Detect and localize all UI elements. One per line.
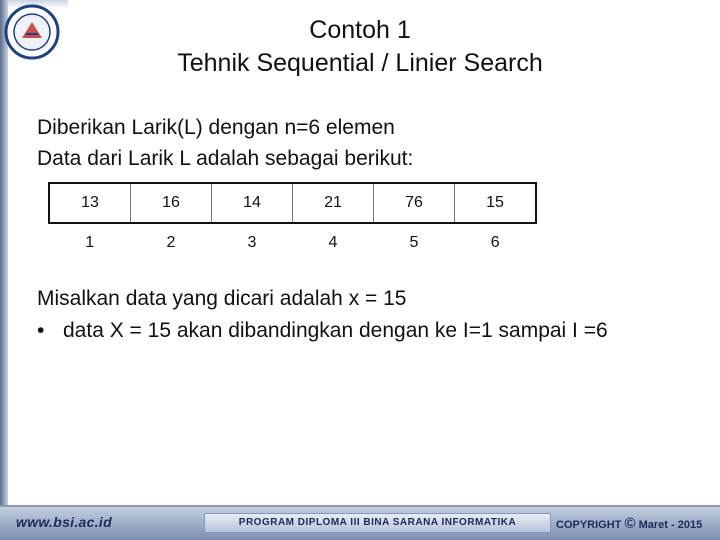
larik-value-cell: 13 (49, 183, 131, 223)
larik-value-cell: 76 (374, 183, 455, 223)
larik-value-cell: 21 (293, 183, 374, 223)
larik-index-cell: 5 (409, 234, 419, 251)
bullet-glyph: • (37, 319, 45, 342)
footer-divider (0, 505, 720, 507)
footer-copyright (556, 515, 702, 532)
search-line-2: data X = 15 akan dibandingkan dengan ke I=1 sampai I =6 (63, 319, 608, 342)
intro-text (37, 112, 413, 174)
title-line-1: Contoh 1 (309, 16, 411, 44)
footer-url: www.bsi.ac.id (16, 514, 112, 530)
copyright-prefix: COPYRIGHT (556, 519, 622, 531)
larik-value-cell: 15 (455, 183, 537, 223)
intro-line-2: Data dari Larik L adalah sebagai berikut: (37, 147, 414, 170)
intro-line-1: Diberikan Larik(L) dengan n=6 elemen (37, 116, 395, 139)
search-line-1: Misalkan data yang dicari adalah x = 15 (37, 287, 407, 310)
search-text (37, 283, 608, 347)
larik-index-cell: 6 (490, 234, 500, 251)
larik-values-row (49, 183, 536, 223)
larik-index-row (49, 223, 536, 262)
larik-index-cell: 2 (166, 234, 176, 251)
copyright-icon: © (624, 515, 636, 532)
larik-table (48, 182, 537, 262)
larik-value-cell: 16 (131, 183, 212, 223)
slide-title (0, 14, 720, 80)
copyright-suffix: Maret - 2015 (638, 519, 703, 531)
larik-index-cell: 1 (85, 234, 95, 251)
footer-program-banner: PROGRAM DIPLOMA III BINA SARANA INFORMATIKA (204, 513, 551, 533)
larik-value-cell: 14 (212, 183, 293, 223)
larik-index-cell: 3 (247, 234, 257, 251)
search-bullet-item (37, 315, 608, 347)
title-line-2: Tehnik Sequential / Linier Search (177, 49, 543, 77)
larik-index-cell: 4 (328, 234, 338, 251)
